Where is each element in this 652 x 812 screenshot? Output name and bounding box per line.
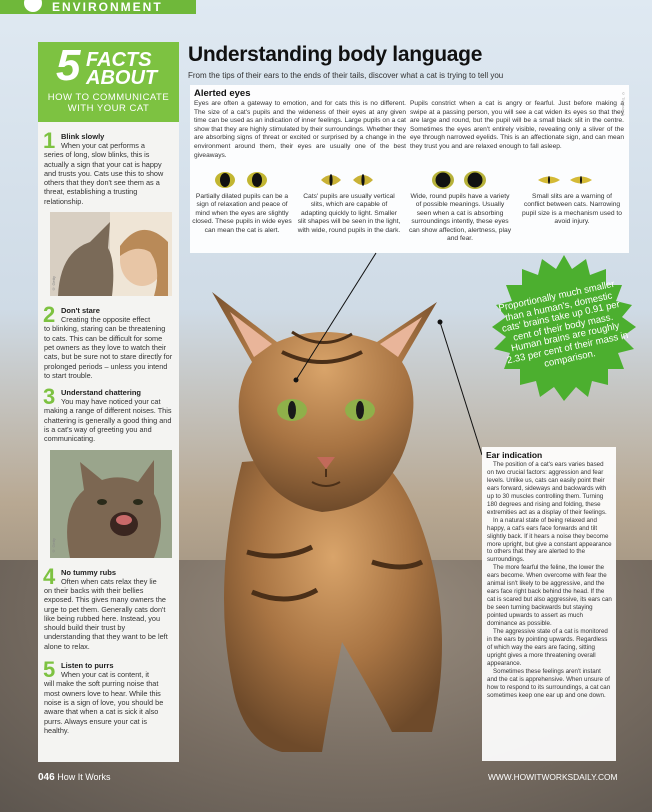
- fact-number: 2: [43, 302, 56, 328]
- eye-caption: Partially dilated pupils can be a sign of relaxation and peace of mind when the eyes are slightly closed. These pupils in wide eyes can mean the cat is alert.: [192, 193, 292, 234]
- eye-caption: Cats' pupils are usually vertical slits, which are capable of adapting quickly to light. Smaller slit shapes will be seen in the light, with wide, round pupils in the dark.: [297, 193, 401, 234]
- fact-title: No tummy rubs: [61, 567, 117, 577]
- fact-body: on their backs with their bellies exposed. This gives many owners the urge to pet them. Generally cats don't like being rubbed here. Instead, you should build their trust by understanding that they want to be left alone to relax.: [44, 585, 168, 651]
- photo-chattering-cat: [50, 450, 172, 558]
- ear-paragraph: The position of a cat's ears varies based on two crucial factors: aggression and fear levels. Unlike us, cats can easily point their ears forward, sideways and backwards with up to 30 muscles controlling them. Turning 180 degrees and rising and folding, these extremities act as a display of their feelings.: [487, 461, 607, 516]
- photo-credit: © Getty: [51, 537, 56, 554]
- ear-paragraph: The more fearful the feline, the lower the ears become. When overcome with fear the animal isn't likely to be aggressive, and the ears face right back behind the head. If the cat is scared but also aggressive, its ears can be seen turning backwards but staying pointed upwards to assert as much dominance as possible.: [487, 564, 612, 628]
- fact-body-first: Often when cats relax they lie: [61, 576, 157, 586]
- cat-photo: [172, 262, 502, 762]
- fact-number: 3: [43, 384, 56, 410]
- ear-paragraph: Sometimes these feelings aren't instant and the cat is apprehensive. When unsure of how to respond to its surroundings, a cat can sometimes keep one ear up and one down.: [487, 667, 611, 699]
- fact-item: [38, 563, 179, 651]
- website-url[interactable]: WWW.HOWITWORKSDAILY.COM: [488, 772, 618, 782]
- sidebar-number: 5: [56, 41, 81, 90]
- photo-woman-with-cat: [50, 212, 172, 296]
- fact-item: [38, 302, 179, 380]
- magazine-name: How It Works: [57, 772, 111, 782]
- page-number: 046: [38, 772, 55, 783]
- alerted-eyes-panel: [190, 85, 629, 253]
- sidebar-about-word: ABOUT: [86, 67, 158, 89]
- eyes-vertical-slit-icon: [306, 171, 388, 189]
- section-label: ENVIRONMENT: [52, 0, 163, 14]
- ear-indication-body: [487, 461, 612, 700]
- eye-caption: Small slits are a warning of conflict between cats. Narrowing pupil size is a mechanism used to avoid injury.: [522, 193, 622, 226]
- globe-icon: [22, 0, 44, 14]
- eyes-wide-round-icon: [418, 171, 500, 189]
- fact-title: Understand chattering: [61, 388, 142, 398]
- fact-item: [38, 657, 179, 735]
- fact-title: Don't stare: [61, 306, 100, 316]
- standfirst: From the tips of their ears to the ends of their tails, discover what a cat is trying to tell you: [188, 71, 504, 80]
- ear-indication-panel: [482, 447, 616, 761]
- fact-item: [38, 128, 179, 296]
- fact-body: series of long, slow blinks, this is actually a sign that your cat is happy and trusts you. Cats use this to show others that they don't see them as a threat, establishing a trusting relationship.: [44, 150, 164, 206]
- fact-item: [38, 384, 179, 557]
- fact-number: 4: [43, 563, 56, 589]
- facts-sidebar: [38, 42, 179, 762]
- alerted-eyes-text-col2: Pupils constrict when a cat is angry or fearful. Just before making a swipe at a passing person, you will see a cat widen its eyes so that they are large and round, but the pupil will be a small black slit in the centre. Sometimes the eyes aren't entirely visible, revealing only a sliver of the eye through narrowed eyelids. This is an affectionate sign, and can mean they trust you and are relaxed enough to fall asleep.: [410, 100, 624, 150]
- page-footer: [38, 772, 111, 783]
- ear-paragraph: The aggressive state of a cat is monitored in the ears by pointing upwards. Regardless of which way the ears are facing, sitting upright gives a more threatening overall appearance.: [487, 628, 608, 667]
- fact-body-first: When your cat performs a: [61, 141, 145, 150]
- photo-credit: © Getty: [51, 276, 56, 293]
- fact-title: Listen to purrs: [61, 661, 114, 671]
- fact-number: 1: [43, 128, 56, 153]
- photo-credit: © Thinkstock: [621, 91, 626, 117]
- alerted-eyes-heading: Alerted eyes: [194, 88, 251, 99]
- sidebar-header: [38, 42, 179, 122]
- fact-body-first: When your cat is content, it: [61, 670, 150, 680]
- ear-paragraph: In a natural state of being relaxed and happy, a cat's ears face forwards and tilt slightly back. If it hears a noise they become more upright, but give a constant appearance to others that they are alerted to the surroundings.: [487, 516, 612, 564]
- sidebar-facts-word: FACTS: [86, 49, 152, 71]
- ear-indication-heading: Ear indication: [486, 450, 543, 460]
- fact-body-first: Creating the opposite effect: [61, 315, 151, 325]
- eyes-small-slit-icon: [524, 171, 606, 189]
- fact-body-first: You may have noticed your cat: [61, 397, 161, 407]
- starburst-text: Proportionally much smaller than a human's, domestic cats' brains take up 0.91 per cent of their body mass. Human brains are roughly 2.33 per cent of their mass in comparison.: [497, 278, 630, 370]
- fact-title: Blink slowly: [61, 132, 105, 141]
- section-tab: [0, 0, 196, 14]
- page-title: Understanding body language: [188, 43, 483, 66]
- fact-number: 5: [43, 657, 56, 683]
- fact-body: will make the soft purring noise that most owners love to hear. While this noise is a sign of love, you should be aware that when a cat is sick it also purrs. Always ensure your cat is healthy.: [44, 679, 164, 735]
- eyes-partially-dilated-icon: [200, 171, 282, 189]
- fact-body: to blinking, staring can be threatening to cats. This can be difficult for some pet owners as they love to watch their cats, but be sure not to stare directly for prolonged periods – unless you intend to start trouble.: [44, 324, 173, 380]
- eye-caption: Wide, round pupils have a variety of possible meanings. Usually seen when a cat is absorbing surroundings intently, these eyes can show affection, alertness, play and fear.: [408, 193, 512, 243]
- fact-body: making a range of different noises. This chattering is generally a good thing and is a cat's way of greeting you and communicating.: [44, 406, 172, 444]
- alerted-eyes-text-col1: Eyes are often a gateway to emotion, and for cats this is no different. The size of a cat's pupils and the wideness of their eyes at any given time can be used as an indication of inner feelings. Large pupils on a cat show that they are highly stimulated by their surroundings. Whether they are absorbing signs of threat or excited or surprised by a change in the environment around them, their eyes are usually one of the best giveaways.: [194, 100, 406, 159]
- sidebar-subtitle: HOW TO COMMUNICATE WITH YOUR CAT: [47, 92, 170, 114]
